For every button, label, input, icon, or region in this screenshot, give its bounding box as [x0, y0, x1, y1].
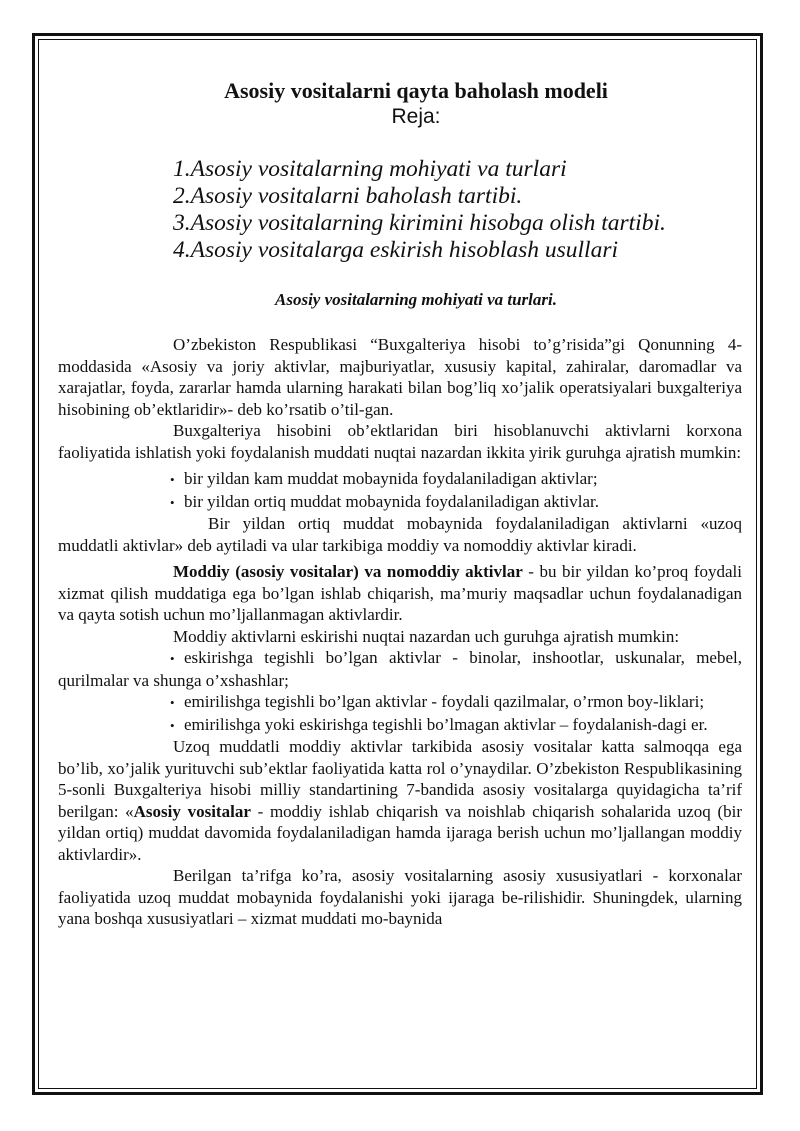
paragraph-text: - moddiy ishlab chiqarish va noishlab chiqarish sohalarida uzoq (bir yildan ortiq) muddat davomida foydalaniladigan hamda ijaraga berish uchun mo’ljallangan moddiy aktivlardir».	[58, 801, 742, 864]
bullet-icon: •	[170, 494, 175, 510]
list-item	[58, 468, 742, 491]
plan-item: 1.Asosiy vositalarning mohiyati va turlari	[173, 156, 567, 182]
paragraph: O’zbekiston Respublikasi “Buxgalteriya hisobi to’g’risida”gi Qonunning 4-moddasida «Asosiy va joriy aktivlar, majburiyatlar, xususiy kapital, zahiralar, daromadlar va xarajatlar, foyda, zararlar hamda ularning harakati bilan bog’liq xo’jalik operatsiyalari buxgalteriya hisobining ob’ektlaridir»- deb ko’rsatib o’til-gan.	[58, 335, 742, 419]
plan-item: 3.Asosiy vositalarning kirimini hisobga olish tartibi.	[173, 210, 666, 236]
plan-list	[173, 156, 742, 264]
list-item-text: bir yildan kam muddat mobaynida foydalaniladigan aktivlar;	[184, 469, 598, 488]
bullet-icon: •	[170, 651, 175, 666]
paragraph-text: Uzoq muddatli moddiy aktivlar tarkibida asosiy vositalar katta salmoqqa ega bo’lib, xo’jalik yurituvchi sub’ektlar faoliyatida katta rol o’ynaydilar. O’zbekiston Respublikasining 5-sonli Buxgalteriya hisobi milliy standartining 7-bandida asosiy vositalarga quyidagicha ta’rif berilgan: «	[58, 737, 742, 821]
paragraph	[58, 736, 742, 865]
paragraph: Moddiy aktivlarni eskirishi nuqtai nazardan uch guruhga ajratish mumkin:	[173, 626, 680, 646]
paragraph	[58, 561, 742, 626]
plan-item: 2.Asosiy vositalarni baholash tartibi.	[173, 183, 523, 209]
list-item-text: eskirishga tegishli bo’lgan aktivlar - binolar, inshootlar, uskunalar, mebel, qurilmalar va shunga o’xshashlar;	[58, 648, 742, 690]
plan-label: Reja:	[391, 105, 441, 128]
bold-term: Moddiy (asosiy vositalar) va nomoddiy aktivlar	[173, 562, 523, 581]
list-item	[58, 714, 742, 737]
bullet-icon: •	[170, 472, 175, 487]
list-item-text: bir yildan ortiq muddat mobaynida foydalaniladigan aktivlar.	[184, 491, 599, 511]
paragraph: Buxgalteriya hisobini ob’ektlaridan biri hisoblanuvchi aktivlarni korxona faoliyatida ishlatish yoki foydalanish muddati nuqtai nazardan ikkita yirik guruhga ajratish mumkin:	[58, 421, 742, 462]
list-item-text: emirilishga yoki eskirishga tegishli bo’lmagan aktivlar – foydalanish-dagi er.	[184, 714, 708, 734]
list-item-text: emirilishga tegishli bo’lgan aktivlar - foydali qazilmalar, o’rmon boy-liklari;	[184, 692, 705, 711]
list-item	[58, 491, 742, 514]
list-item	[58, 647, 742, 691]
bold-term: Asosiy vositalar	[133, 801, 251, 821]
section-title: Asosiy vositalarning mohiyati va turlari.	[275, 290, 557, 309]
document-title: Asosiy vositalarni qayta baholash modeli	[224, 78, 608, 103]
list-item	[58, 691, 742, 714]
bullet-icon: •	[170, 695, 175, 710]
bullet-list	[58, 647, 742, 736]
paragraph-text: - bu bir yildan ko’proq foydali xizmat qilish muddatiga ega bo’lgan ishlab chiqarish, ma’muriy maqsadlar uchun foydalanadigan va qayta sotish uchun mo’ljallanmagan aktivlardir.	[58, 562, 742, 624]
bullet-icon: •	[170, 717, 175, 733]
document-body	[58, 78, 742, 930]
bullet-list	[58, 468, 742, 513]
paragraph: Berilgan ta’rifga ko’ra, asosiy vositalarning asosiy xususiyatlari - korxonalar faoliyatida uzoq muddat mobaynida foydalanishi yoki ijaraga be-rilishidir. Shuningdek, ularning yana boshqa xususiyatlari – xizmat muddati mo-baynida	[58, 866, 742, 928]
plan-item: 4.Asosiy vositalarga eskirish hisoblash usullari	[173, 237, 618, 263]
paragraph: Bir yildan ortiq muddat mobaynida foydalaniladigan aktivlarni «uzoq muddatli aktivlar» deb aytiladi va ular tarkibiga moddiy va nomoddiy aktivlar kiradi.	[58, 514, 742, 555]
